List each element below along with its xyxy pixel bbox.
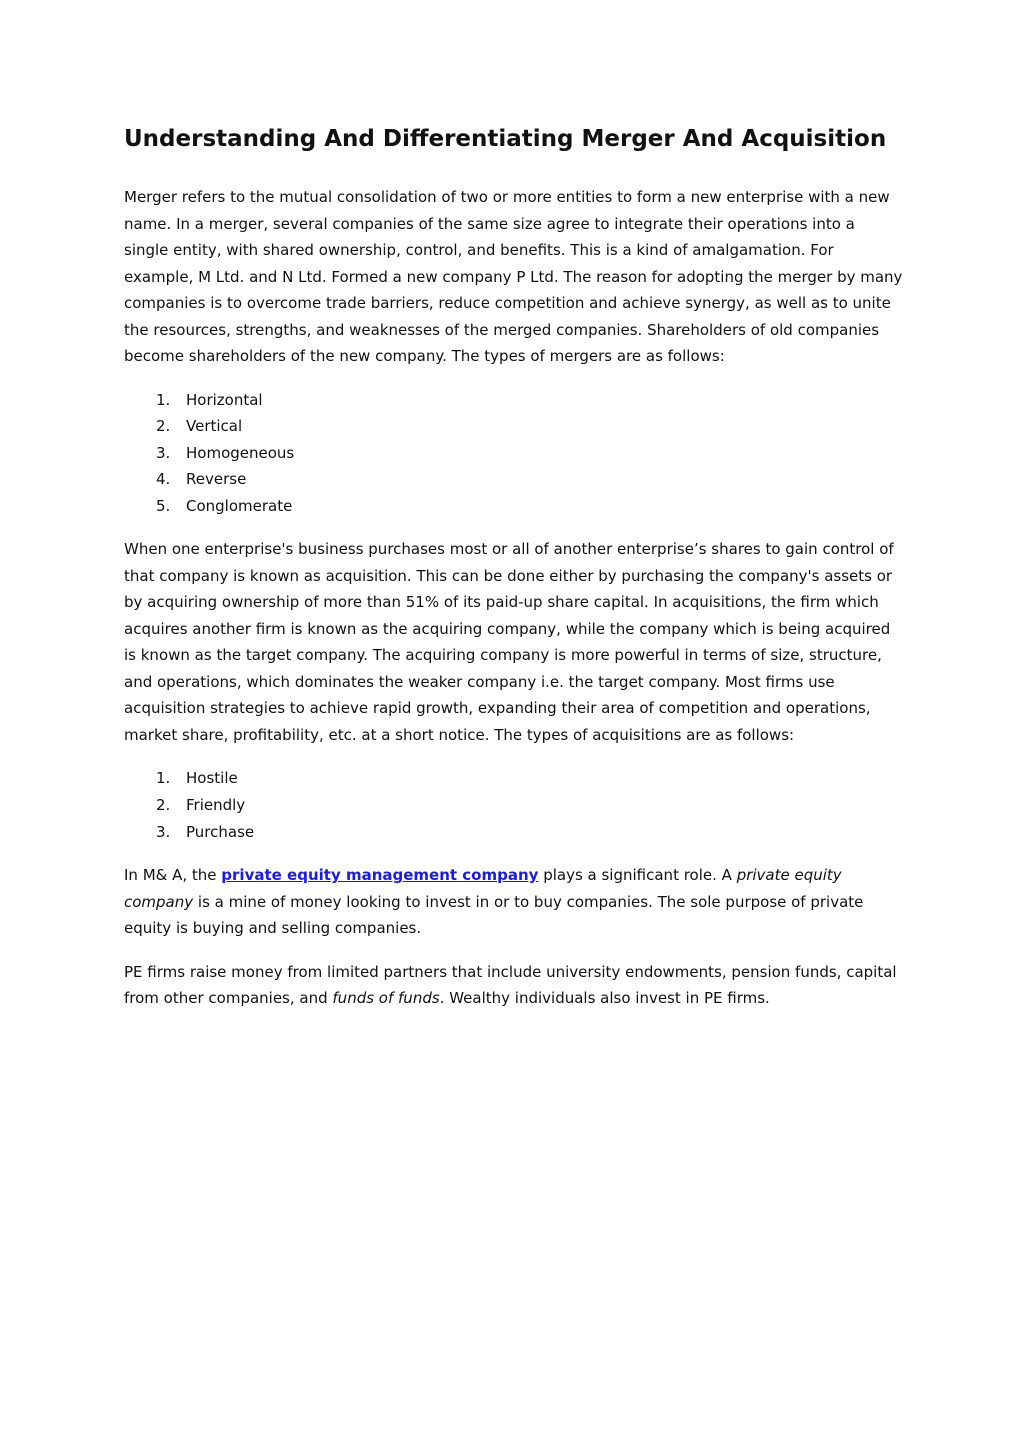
private-equity-link[interactable]: private equity management company bbox=[221, 866, 539, 885]
list-item-label: Horizontal bbox=[186, 390, 263, 409]
list-item-label: Reverse bbox=[186, 470, 247, 489]
acquisition-types-list bbox=[124, 765, 904, 845]
document-page bbox=[124, 122, 904, 1029]
list-number: 3. bbox=[156, 443, 171, 462]
list-number: 1. bbox=[156, 769, 171, 788]
list-item-label: Vertical bbox=[186, 417, 243, 436]
funds-paragraph bbox=[124, 959, 904, 1012]
merger-types-list bbox=[124, 387, 904, 520]
list-item bbox=[124, 440, 904, 467]
list-item bbox=[124, 387, 904, 414]
text-span: plays a significant role. A bbox=[538, 866, 737, 885]
list-number: 2. bbox=[156, 796, 171, 815]
text-span: is a mine of money looking to invest in or to buy companies. The sole purpose of private equity is buying and selling companies. bbox=[124, 892, 864, 938]
merger-paragraph: Merger refers to the mutual consolidation of two or more entities to form a new enterprise with a new name. In a merger, several companies of the same size agree to integrate their operations into a single entity, with shared ownership, control, and benefits. This is a kind of amalgamation. For example, M Ltd. and N Ltd. Formed a new company P Ltd. The reason for adopting the merger by many companies is to overcome trade barriers, reduce competition and achieve synergy, as well as to unite the resources, strengths, and weaknesses of the merged companies. Shareholders of old companies become shareholders of the new company. The types of mergers are as follows: bbox=[124, 188, 903, 365]
list-item-label: Conglomerate bbox=[186, 496, 293, 515]
list-item-label: Friendly bbox=[186, 796, 246, 815]
private-equity-paragraph bbox=[124, 862, 904, 942]
page-title: Understanding And Differentiating Merger And Acquisition bbox=[124, 126, 887, 152]
list-item-label: Purchase bbox=[186, 822, 255, 841]
list-number: 4. bbox=[156, 470, 171, 489]
list-number: 2. bbox=[156, 417, 171, 436]
text-span: . Wealthy individuals also invest in PE firms. bbox=[439, 989, 770, 1008]
list-item bbox=[124, 819, 904, 846]
list-item bbox=[124, 765, 904, 792]
list-number: 5. bbox=[156, 496, 171, 515]
list-item-label: Hostile bbox=[186, 769, 238, 788]
text-span: In M& A, the bbox=[124, 866, 222, 885]
italic-text: private equity company bbox=[124, 866, 842, 911]
list-number: 1. bbox=[156, 390, 171, 409]
acquisition-paragraph: When one enterprise's business purchases most or all of another enterprise’s shares to gain control of that company is known as acquisition. This can be done either by purchasing the company's assets or by acquiring ownership of more than 51% of its paid-up share capital. In acquisitions, the firm which acquires another firm is known as the acquiring company, while the company which is being acquired is known as the target company. The acquiring company is more powerful in terms of size, structure, and operations, which dominates the weaker company i.e. the target company. Most firms use acquisition strategies to achieve rapid growth, expanding their area of competition and operations, market share, profitability, etc. at a short notice. The types of acquisitions are as follows: bbox=[124, 540, 894, 744]
list-item bbox=[124, 413, 904, 440]
list-item-label: Homogeneous bbox=[186, 443, 295, 462]
list-item bbox=[124, 466, 904, 493]
list-item bbox=[124, 493, 904, 520]
italic-text: funds of funds bbox=[332, 989, 440, 1008]
list-number: 3. bbox=[156, 822, 171, 841]
list-item bbox=[124, 792, 904, 819]
text-span: PE firms raise money from limited partners that include university endowments, pension funds, capital from other companies, and bbox=[124, 962, 897, 1008]
